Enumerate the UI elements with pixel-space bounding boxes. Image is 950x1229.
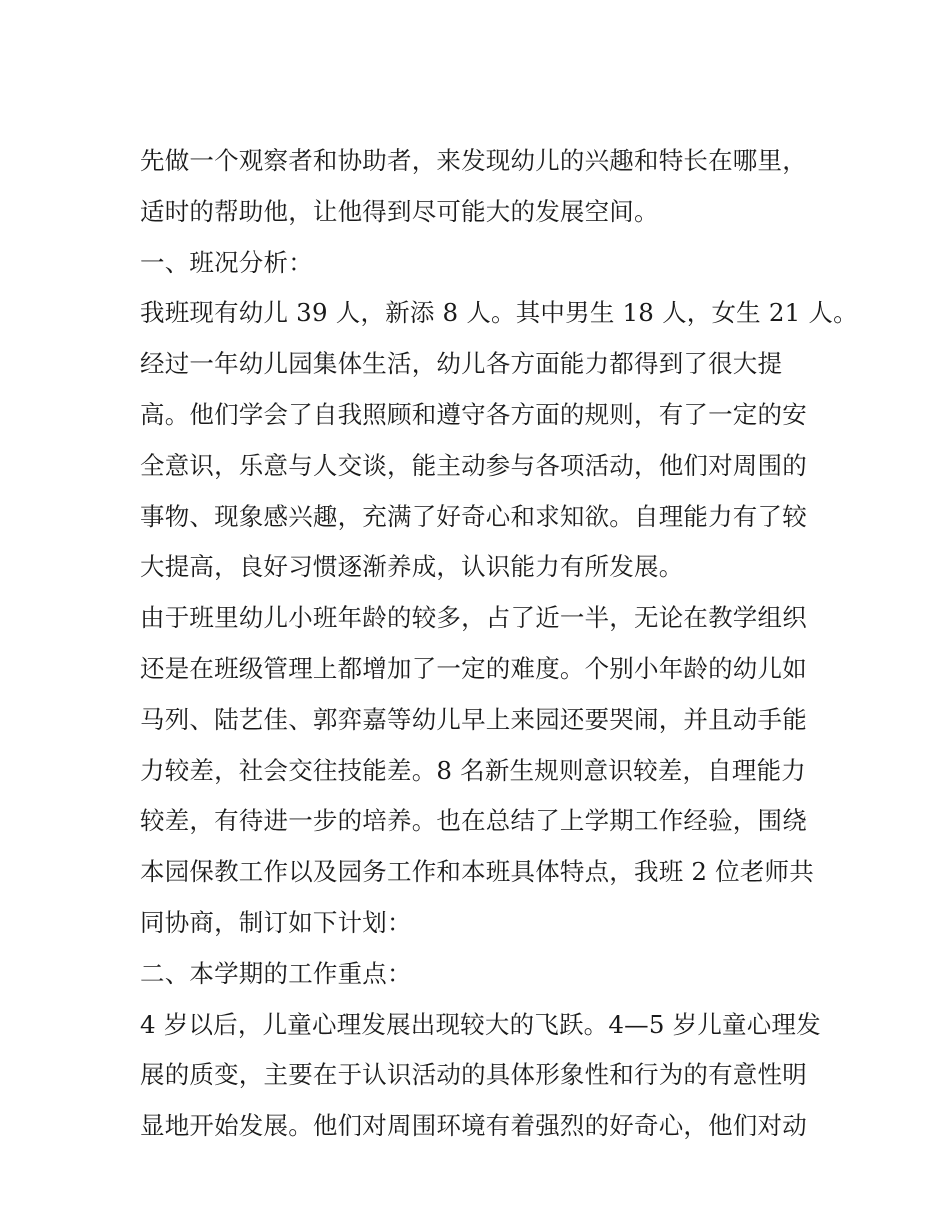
text-line: 由于班里幼儿小班年龄的较多，占了近一半，无论在教学组织 — [140, 603, 807, 633]
text-line: 经过一年幼儿园集体生活，幼儿各方面能力都得到了很大提 — [140, 349, 783, 379]
text-line: 力较差，社会交往技能差。8 名新生规则意识较差，自理能力 — [140, 755, 806, 785]
text-line: 马列、陆艺佳、郭弈嘉等幼儿早上来园还要哭闹，并且动手能 — [140, 704, 807, 734]
text-line: 本园保教工作以及园务工作和本班具体特点，我班 2 位老师共 — [140, 857, 814, 887]
text-line: 还是在班级管理上都增加了一定的难度。个别小年龄的幼儿如 — [140, 653, 807, 683]
text-line: 同协商，制订如下计划： — [140, 907, 412, 937]
text-line: 大提高，良好习惯逐渐养成，认识能力有所发展。 — [140, 552, 684, 582]
text-line: 显地开始发展。他们对周围环境有着强烈的好奇心，他们对动 — [140, 1111, 807, 1141]
section-heading: 二、本学期的工作重点： — [140, 958, 412, 988]
text-line: 先做一个观察者和协助者，来发现幼儿的兴趣和特长在哪里， — [140, 146, 807, 175]
text-line: 高。他们学会了自我照顾和遵守各方面的规则，有了一定的安 — [140, 399, 807, 429]
text-line: 展的质变，主要在于认识活动的具体形象性和行为的有意性明 — [140, 1060, 807, 1090]
document-body — [140, 136, 858, 1152]
section-heading: 一、班况分析： — [140, 247, 313, 277]
text-line: 4 岁以后，儿童心理发展出现较大的飞跃。4—5 岁儿童心理发 — [140, 1009, 821, 1039]
text-line: 全意识，乐意与人交谈，能主动参与各项活动，他们对周围的 — [140, 450, 807, 480]
text-line: 较差，有待进一步的培养。也在总结了上学期工作经验，围绕 — [140, 806, 807, 836]
text-line: 我班现有幼儿 39 人，新添 8 人。其中男生 18 人，女生 21 人。 — [140, 298, 858, 328]
text-line: 适时的帮助他，让他得到尽可能大的发展空间。 — [140, 196, 659, 226]
text-line: 事物、现象感兴趣，充满了好奇心和求知欲。自理能力有了较 — [140, 501, 807, 531]
